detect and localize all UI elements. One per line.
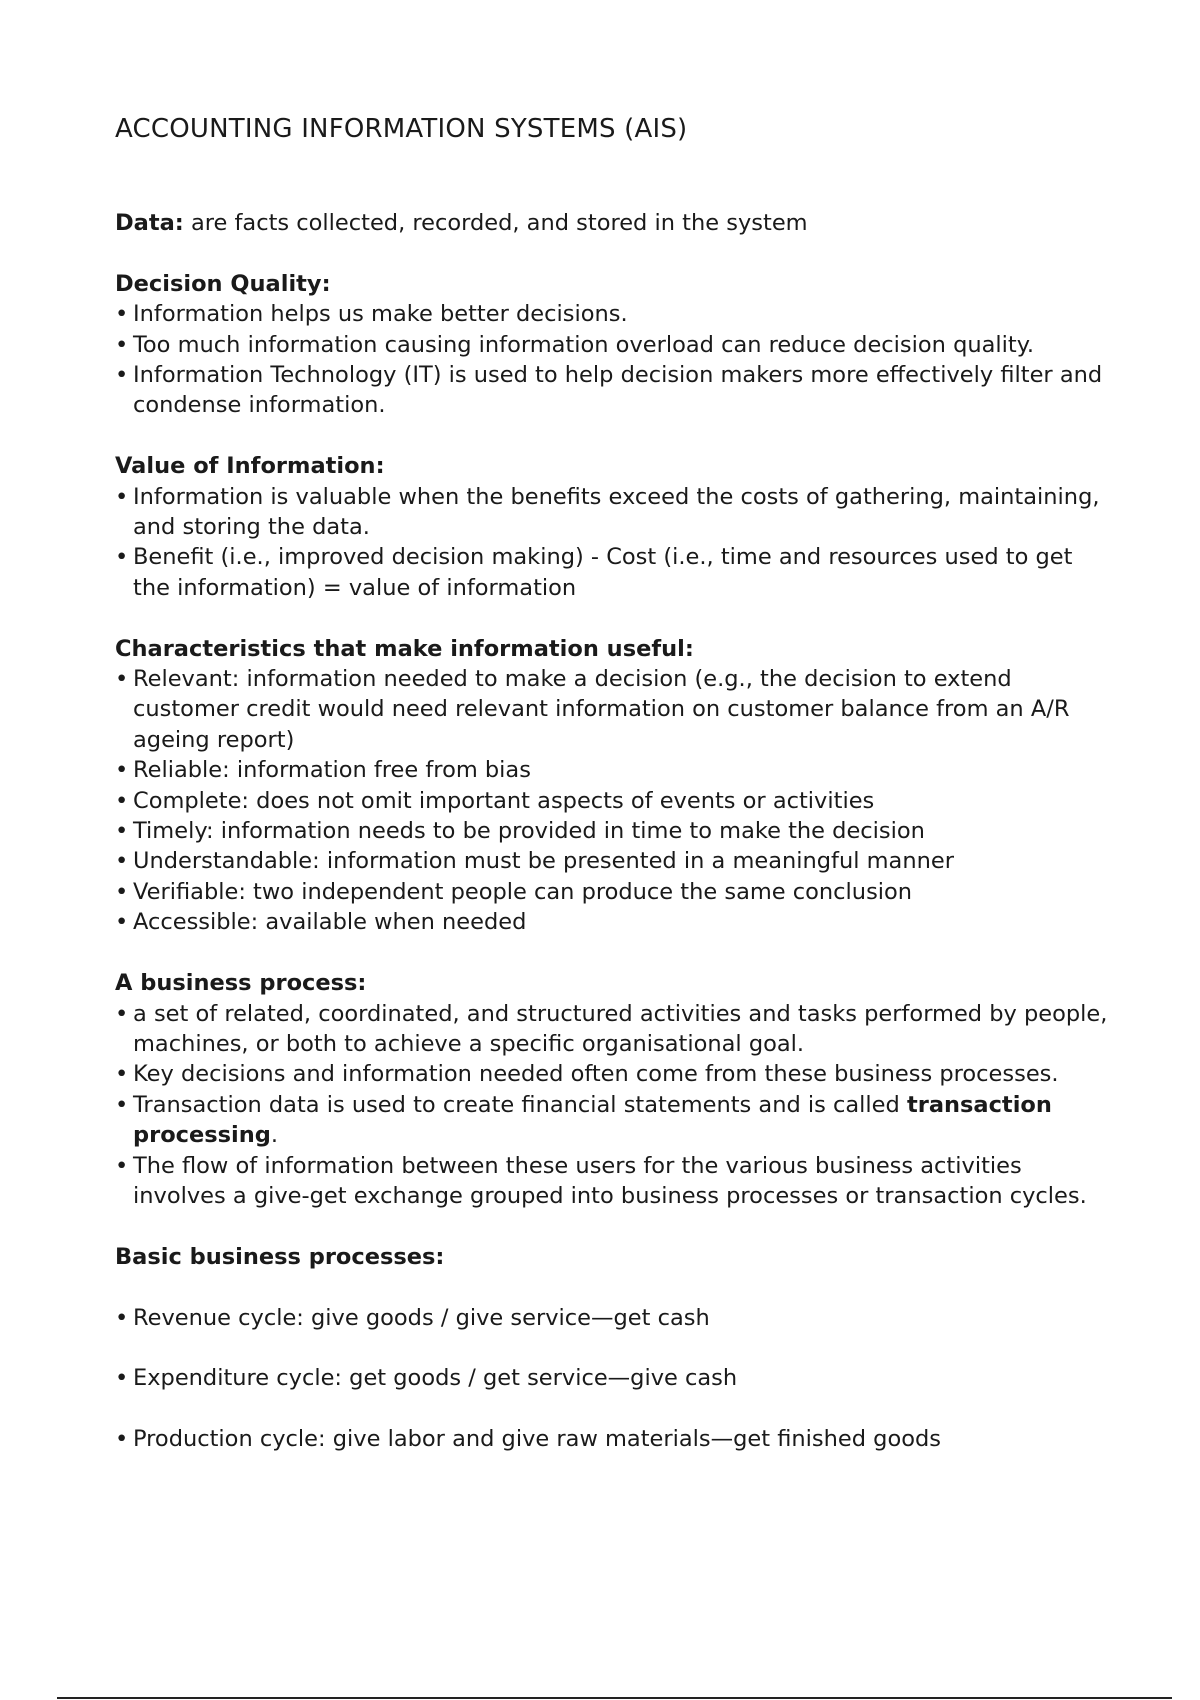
value-of-information-section xyxy=(115,451,1115,603)
value-of-information-list xyxy=(115,482,1115,604)
transaction-item-prefix: Transaction data is used to create financial statements and is called xyxy=(133,1091,907,1118)
document-page xyxy=(115,112,1115,1485)
list-item: • a set of related, coordinated, and structured activities and tasks performed by people, machines, or both to achieve a specific organisational goal. xyxy=(115,999,1115,1060)
list-item: • Timely: information needs to be provided in time to make the decision xyxy=(115,816,1115,846)
list-item: • Verifiable: two independent people can produce the same conclusion xyxy=(115,877,1115,907)
decision-quality-list xyxy=(115,299,1115,421)
business-process-list xyxy=(115,999,1115,1212)
data-definition-text: are facts collected, recorded, and stored in the system xyxy=(183,210,808,236)
list-item: • Relevant: information needed to make a decision (e.g., the decision to extend customer credit would need relevant information on customer balance from an A/R ageing report) xyxy=(115,664,1115,755)
characteristics-section xyxy=(115,634,1115,938)
decision-quality-section xyxy=(115,269,1115,421)
list-item: • Information helps us make better decisions. xyxy=(115,299,1115,329)
basic-processes-section xyxy=(115,1242,1115,1455)
business-process-section xyxy=(115,968,1115,1211)
list-item: • Key decisions and information needed often come from these business processes. xyxy=(115,1059,1115,1089)
data-definition-label: Data: xyxy=(115,210,184,236)
transaction-item-suffix: . xyxy=(270,1122,279,1149)
list-item: • Reliable: information free from bias xyxy=(115,755,1115,785)
document-title: ACCOUNTING INFORMATION SYSTEMS (AIS) xyxy=(115,114,688,144)
data-definition xyxy=(115,208,1115,238)
value-of-information-heading: Value of Information: xyxy=(115,453,385,480)
decision-quality-heading: Decision Quality: xyxy=(115,270,331,297)
list-item: • Information Technology (IT) is used to help decision makers more effectively filter and condense information. xyxy=(115,360,1115,421)
business-process-heading: A business process: xyxy=(115,970,367,997)
basic-processes-heading: Basic business processes: xyxy=(115,1243,445,1270)
basic-processes-list xyxy=(115,1303,1115,1455)
page-bottom-divider xyxy=(57,1697,1172,1699)
list-item: • Complete: does not omit important aspects of events or activities xyxy=(115,786,1115,816)
list-item xyxy=(115,1090,1115,1151)
list-item: • Benefit (i.e., improved decision making) - Cost (i.e., time and resources used to get the information) = value of information xyxy=(115,542,1115,603)
transaction-processing-term: transaction processing xyxy=(133,1091,1052,1149)
list-item: • The flow of information between these users for the various business activities involves a give-get exchange grouped into business processes or transaction cycles. xyxy=(115,1151,1115,1212)
list-item: • Understandable: information must be presented in a meaningful manner xyxy=(115,846,1115,876)
list-item: • Too much information causing information overload can reduce decision quality. xyxy=(115,330,1115,360)
list-item: • Revenue cycle: give goods / give service—get cash xyxy=(115,1303,1115,1333)
list-item: • Expenditure cycle: get goods / get service—give cash xyxy=(115,1363,1115,1393)
characteristics-heading: Characteristics that make information useful: xyxy=(115,635,694,662)
list-item: • Information is valuable when the benefits exceed the costs of gathering, maintaining, and storing the data. xyxy=(115,482,1115,543)
characteristics-list xyxy=(115,664,1115,938)
list-item: • Production cycle: give labor and give raw materials—get finished goods xyxy=(115,1424,1115,1454)
list-item: • Accessible: available when needed xyxy=(115,907,1115,937)
